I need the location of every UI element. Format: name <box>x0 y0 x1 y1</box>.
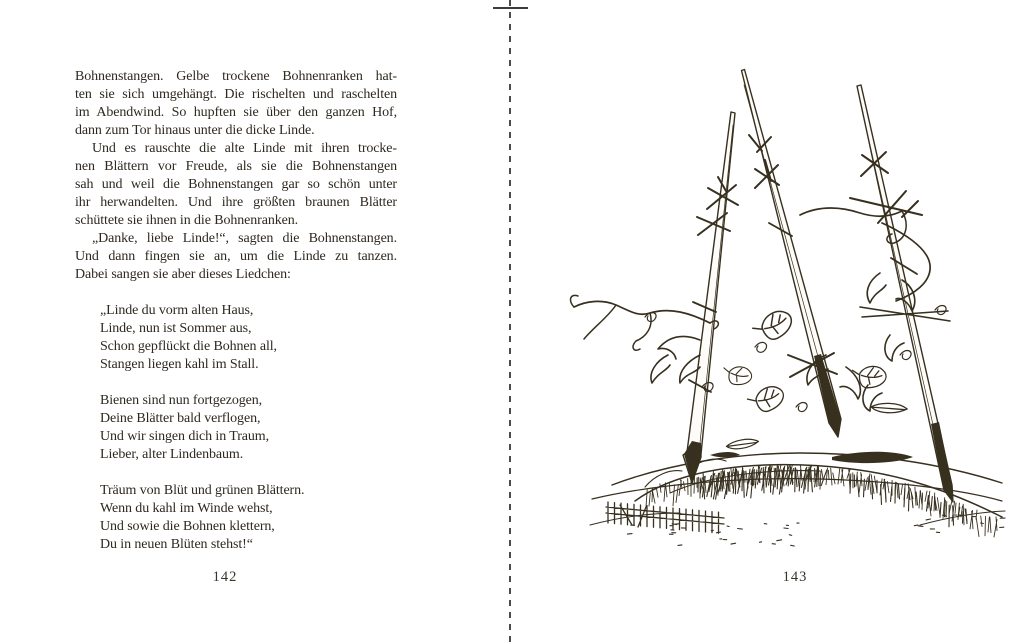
poem-line: Stangen liegen kahl im Stall. <box>100 357 259 372</box>
left-page-text <box>75 68 397 554</box>
poem-stanza-1 <box>75 302 397 374</box>
prose-line: ihr herwandelten. Und ihre größten braunen Blätter <box>75 195 397 210</box>
prose-line: Und es rauschte die alte Linde mit ihren trocke- <box>92 141 397 156</box>
prose-line: Dabei sangen sie aber dieses Liedchen: <box>75 267 291 282</box>
paragraph-3 <box>75 230 397 284</box>
page-number-right: 143 <box>782 569 808 585</box>
prose-line: ten sie sich umgehängt. Die rischelten und raschelten <box>75 87 397 102</box>
prose-line: nen Blättern vor Freude, als sie die Bohnenstangen <box>75 159 397 174</box>
poem-stanza-2 <box>75 392 397 464</box>
poem-line: Du in neuen Blüten stehst!“ <box>100 537 253 552</box>
prose-line: dann zum Tor hinaus unter die dicke Linde. <box>75 123 315 138</box>
center-fold-dashed-line <box>509 0 511 642</box>
poem-line: Bienen sind nun fortgezogen, <box>100 393 263 408</box>
paragraph-1 <box>75 68 397 140</box>
prose-line: schüttete sie ihnen in die Bohnenranken. <box>75 213 299 228</box>
poem-line: Wenn du kahl im Winde wehst, <box>100 501 273 516</box>
prose-line: im Abendwind. So hupften sie über den ganzen Hof, <box>75 105 397 120</box>
bean-poles-illustration <box>550 55 1010 550</box>
poem-line: „Linde du vorm alten Haus, <box>100 303 254 318</box>
prose-line: Bohnenstangen. Gelbe trockene Bohnenranken hat- <box>75 69 397 84</box>
prose-line: sah und weil die Bohnenstangen gar so schön unter <box>75 177 397 192</box>
prose-line: Und dann fingen sie an, um die Linde zu tanzen. <box>75 249 397 264</box>
prose-line: „Danke, liebe Linde!“, sagten die Bohnenstangen. <box>92 231 397 246</box>
poem-line: Schon gepflückt die Bohnen all, <box>100 339 277 354</box>
poem-line: Lieber, alter Lindenbaum. <box>100 447 244 462</box>
poem-line: Und wir singen dich in Traum, <box>100 429 269 444</box>
dried-leaf-cluster <box>651 273 915 411</box>
page-number-left: 142 <box>212 569 238 585</box>
paragraph-2 <box>75 140 397 230</box>
poem-line: Deine Blätter bald verflogen, <box>100 411 261 426</box>
poem-line: Und sowie die Bohnen klettern, <box>100 519 275 534</box>
poem-stanza-3 <box>75 482 397 554</box>
poem-line: Linde, nun ist Sommer aus, <box>100 321 252 336</box>
poem-line: Träum von Blüt und grünen Blättern. <box>100 483 305 498</box>
